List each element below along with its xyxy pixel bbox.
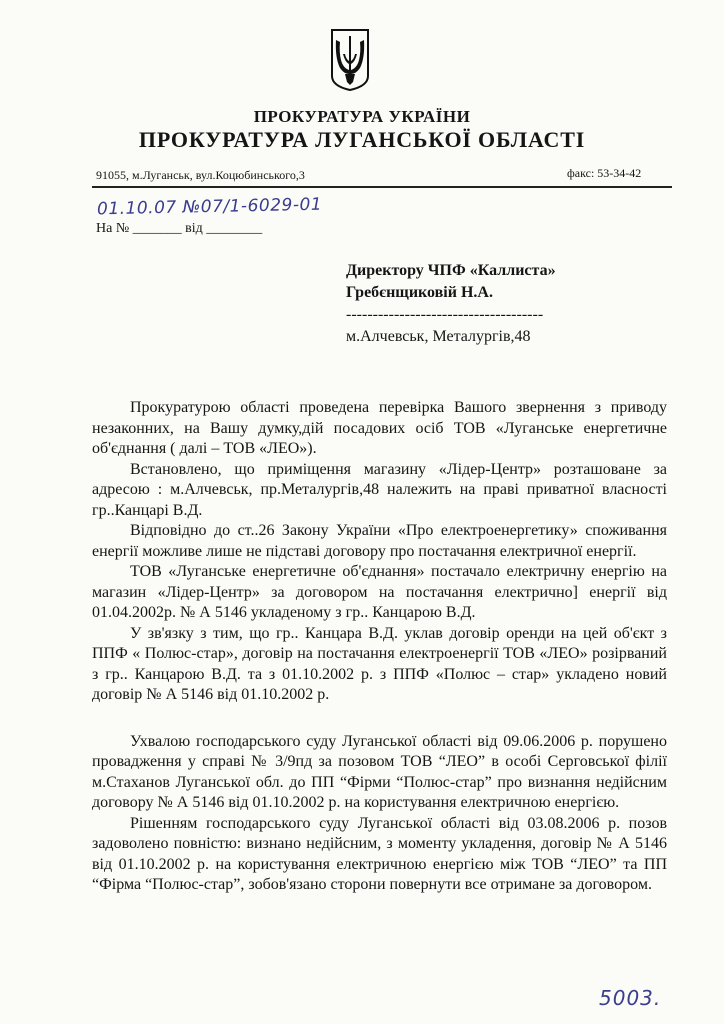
body-paragraph-1: Прокуратурою області проведена перевірка Вашого звернення з приводу незаконних, на Вашу думку,дій посадових осіб ТОВ «Луганське енергетичне об'єднання ( далі – ТОВ «ЛЕО»). <box>92 399 667 457</box>
addressee-address: м.Алчевськ, Металургів,48 <box>346 328 531 345</box>
body-paragraph-6: Ухвалою господарського суду Луганської області від 09.06.2006 р. порушено провадження у справі № 3/9пд за позовом ТОВ “ЛЕО” в особі Серговської філії м.Стаханов Луганської обл. до ПП “Фірми “Полюс-стар” про визнання недійсним договору № А 5146 від 01.10.2002 р. на користування електричною енергією. <box>92 732 667 811</box>
body-paragraph-2: Встановлено, що приміщення магазину «Лідер-Центр» розташоване за адресою : м.Алчевськ, пр.Металургів,48 належить на праві приватної власності гр..Канцарі В.Д. <box>92 460 667 519</box>
letter-body <box>92 398 667 896</box>
trident-emblem-icon <box>328 24 372 94</box>
handwritten-page-number: 5003. <box>599 986 662 1010</box>
org-address: 91055, м.Луганськ, вул.Коцюбинського,3 <box>96 168 305 182</box>
body-paragraph-7: Рішенням господарського суду Луганської області від 03.08.2006 р. позов задоволено повністю: визнано недійсним, з моменту укладення, договір № А 5146 від 01.10.2002 р. на користування електричною енергією між ТОВ “ЛЕО” та ПП “Фірма “Полюс-стар”, зобов'язано сторони повернути все отримане за договором. <box>92 814 667 893</box>
org-name-country: ПРОКУРАТУРА УКРАЇНИ <box>253 107 471 126</box>
org-fax: факс: 53-34-42 <box>567 166 642 180</box>
body-paragraph-4: ТОВ «Луганське енергетичне об'єднання» постачало електричну енергію на магазин «Лідер-Центр» за договором на постачання електрично] енергії від 01.04.2002р. № А 5146 укладеному з гр.. Канцарою В.Д. <box>92 563 667 621</box>
addressee-title: Директору ЧПФ «Каллиста» <box>346 262 556 279</box>
header-divider <box>92 186 672 188</box>
addressee-dashes: ------------------------------------- <box>346 306 544 323</box>
body-paragraph-3: Відповідно до ст..26 Закону України «Про електроенергетику» споживання енергії можливе лише не підставі договору про постачання електричної енергії. <box>92 522 667 560</box>
org-name-region: ПРОКУРАТУРА ЛУГАНСЬКОЇ ОБЛАСТІ <box>138 127 586 152</box>
handwritten-outgoing-ref: 01.10.07 №07/1-6029-01 <box>96 194 323 220</box>
addressee-name: Гребєнщиковій Н.А. <box>346 284 493 301</box>
addressee-block <box>346 260 556 348</box>
reply-reference-line: На № _______ від ________ <box>96 221 263 236</box>
body-paragraph-5: У зв'язку з тим, що гр.. Канцара В.Д. уклав договір оренди на цей об'єкт з ППФ « Полюс-стар», договір на постачання електроенергії ТОВ «ЛЕО» розірваний з гр.. Канцарою В.Д. та з 01.10.2002 р. з ППФ «Полюс – стар» укладено новий договір № А 5146 від 01.10.2002 р. <box>92 624 667 703</box>
